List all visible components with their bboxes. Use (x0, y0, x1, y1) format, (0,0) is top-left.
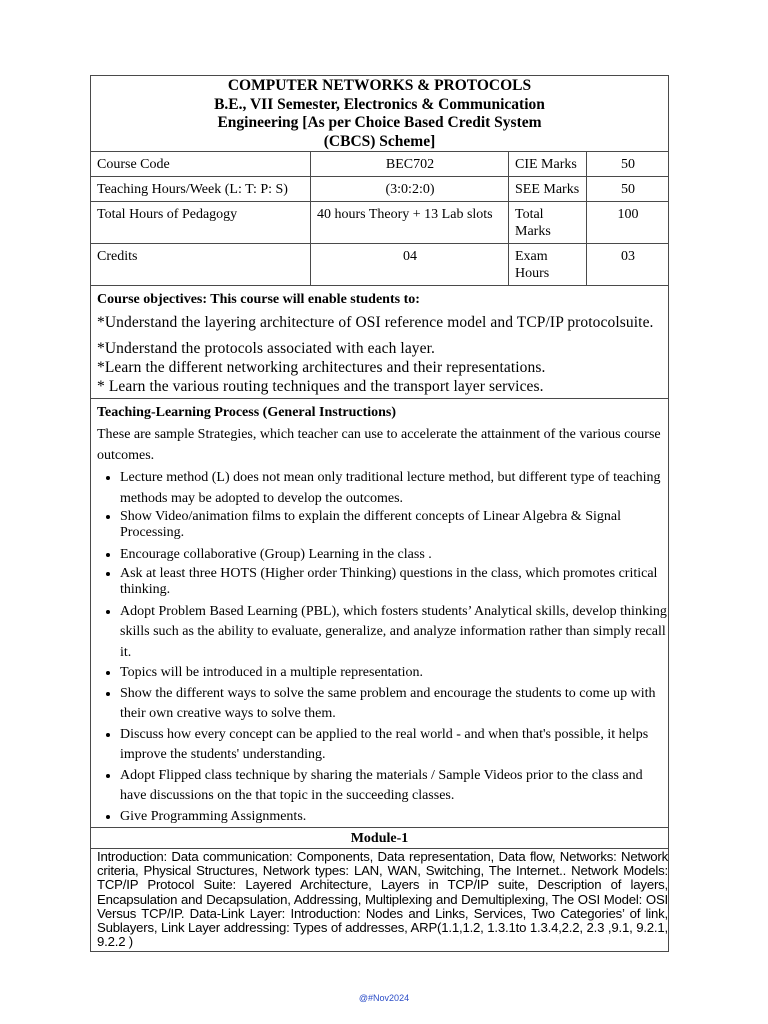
objective-item: *Understand the protocols associated with each layer. (97, 340, 436, 357)
list-item: • Give Programming Assignments. (120, 807, 668, 828)
syllabus-document (90, 75, 668, 952)
credits-label: Credits (91, 244, 311, 286)
details-row (91, 177, 669, 202)
course-semester: B.E., VII Semester, Electronics & Communication (214, 95, 545, 113)
module-content: Introduction: Data communication: Components, Data representation, Data flow, Networks: Network criteria, Physical Structures, Network types: LAN, WAN, Switching, The Internet.. Network Models: TCP/IP Protocol Suite: Layered Architecture, Layers in TCP/IP suite, Description of layers, Encapsulation and Decapsulation, Addressing, Multiplexing and Demultiplexing, The OSI Model: OSI Versus TCP/IP. Data-Link Layer: Introduction: Nodes and Links, Services, Two Categories’ of link, Sublayers, Link Layer addressing: Types of addresses, ARP(1.1,1.2, 1.3.1to 1.3.4,2.2, 2.3 ,9.1, 9.2.1, 9.2.2 ) (91, 849, 669, 952)
teaching-learning-intro: These are sample Strategies, which teacher can use to accelerate the attainment of the various course outcomes. (97, 427, 661, 463)
cie-marks-label: CIE Marks (509, 152, 587, 177)
objectives-heading: Course objectives: This course will enable students to: (97, 292, 420, 307)
teaching-learning-heading: Teaching-Learning Process (General Instructions) (97, 405, 397, 420)
total-marks-label: Total Marks (509, 202, 587, 244)
details-row (91, 202, 669, 244)
teaching-learning-section (91, 399, 669, 828)
teaching-hours-value: (3:0:2:0) (311, 177, 509, 202)
list-item: • Topics will be introduced in a multiple representation. (120, 663, 668, 684)
details-row (91, 244, 669, 286)
syllabus-table (90, 75, 669, 952)
see-marks-label: SEE Marks (509, 177, 587, 202)
list-item: • Ask at least three HOTS (Higher order Thinking) questions in the class, which promotes critical thinking. (120, 566, 668, 598)
pedagogy-hours-value: 40 hours Theory + 13 Lab slots (311, 202, 509, 244)
list-item: • Encourage collaborative (Group) Learning in the class . (120, 545, 668, 566)
objectives-section (91, 286, 669, 399)
exam-hours-value: 03 (587, 244, 669, 286)
details-row (91, 152, 669, 177)
pedagogy-hours-label: Total Hours of Pedagogy (91, 202, 311, 244)
objective-item: * Learn the various routing techniques and the transport layer services. (97, 378, 544, 395)
course-code-value: BEC702 (311, 152, 509, 177)
objectives-list (91, 309, 668, 398)
credits-value: 04 (311, 244, 509, 286)
total-marks-value: 100 (587, 202, 669, 244)
list-item: • Adopt Problem Based Learning (PBL), which fosters students’ Analytical skills, develop thinking skills such as the ability to evaluate, generalize, and analyze information rather than simply recall it. (120, 602, 668, 664)
list-item: • Discuss how every concept can be applied to the real world - and when that's possible, it helps improve the students' understanding. (120, 725, 668, 766)
see-marks-value: 50 (587, 177, 669, 202)
list-item: • Show Video/animation films to explain the different concepts of Linear Algebra & Signal Processing. (120, 509, 668, 541)
teaching-hours-label: Teaching Hours/Week (L: T: P: S) (91, 177, 311, 202)
course-scheme-line: Engineering [As per Choice Based Credit System (217, 114, 542, 131)
module-title: Module-1 (91, 828, 669, 849)
exam-hours-label: Exam Hours (509, 244, 587, 286)
list-item: • Adopt Flipped class technique by sharing the materials / Sample Videos prior to the class and have discussions on the that topic in the succeeding classes. (120, 766, 668, 807)
list-item: • Lecture method (L) does not mean only traditional lecture method, but different type of teaching methods may be adopted to develop the outcomes. (120, 468, 668, 509)
objective-item: *Understand the layering architecture of OSI reference model and TCP/IP protocolsuite. (97, 314, 654, 331)
cie-marks-value: 50 (587, 152, 669, 177)
list-item: • Show the different ways to solve the same problem and encourage the students to come up with their own creative ways to solve them. (120, 684, 668, 725)
teaching-learning-list (91, 468, 668, 827)
course-title-block (91, 76, 669, 152)
course-title: COMPUTER NETWORKS & PROTOCOLS (227, 77, 532, 94)
course-code-label: Course Code (91, 152, 311, 177)
footer-note: @#Nov2024 (358, 993, 410, 1003)
objective-item: *Learn the different networking architectures and their representations. (97, 359, 546, 376)
course-scheme-name: (CBCS) Scheme] (323, 132, 436, 150)
